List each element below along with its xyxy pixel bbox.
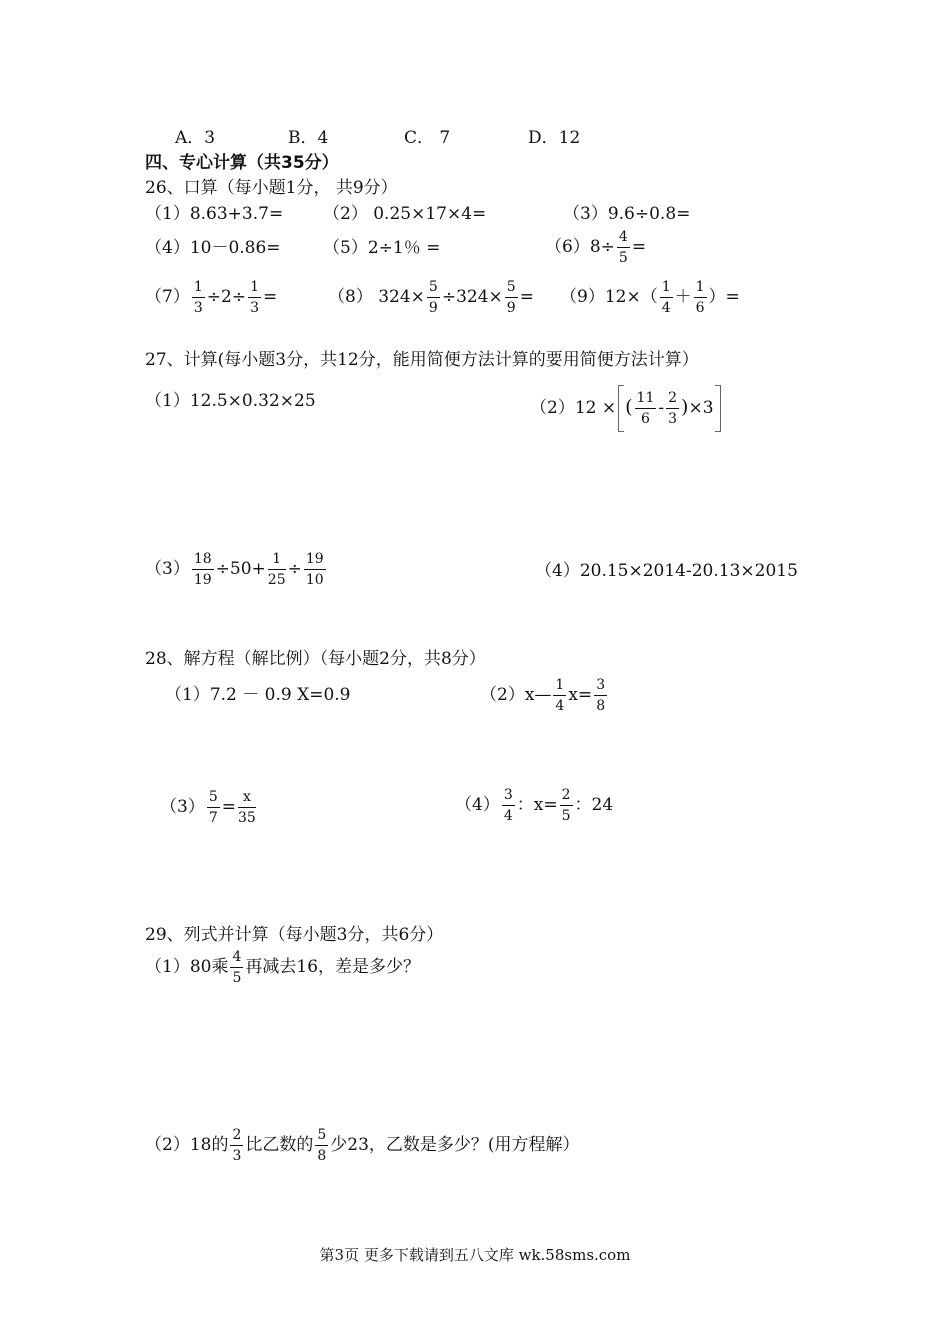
q28-title: 28、解方程（解比例）（每小题2分，共8分） (145, 649, 486, 669)
q27-item-2: （2）12 × ( $\frac{11}{6}$ - $\frac{2}{3}$ )×3 (530, 385, 723, 432)
fraction: $\frac{1}{4}$ (555, 677, 565, 714)
fraction: $\frac{3}{4}$ (503, 787, 513, 824)
fraction: $\frac{1}{4}$ (661, 279, 671, 316)
fraction: $\frac{2}{3}$ (232, 1127, 242, 1164)
q29-title: 29、列式并计算（每小题3分，共6分） (145, 925, 444, 945)
fraction: $\frac{1}{25}$ (267, 551, 286, 588)
q29-item-2: （2）18的 $\frac{2}{3}$ 比乙数的 $\frac{5}{8}$ 少23，乙数是多少？(用方程解） (145, 1127, 580, 1164)
option-c: C． 7 (404, 128, 451, 148)
q28-item-3: （3） $\frac{5}{7}$ = $\frac{x}{35}$ (160, 789, 256, 826)
fraction: $\frac{1}{3}$ (193, 279, 203, 316)
q28-item-2: （2）x— $\frac{1}{4}$ x= $\frac{3}{8}$ (480, 677, 606, 714)
q27-item-3: （3） $\frac{18}{19}$ ÷50+ $\frac{1}{25}$ ÷ $\frac{19}{10}$ (145, 551, 324, 588)
fraction: $\frac{5}{9}$ (506, 279, 516, 316)
q26-item-8: （8） 324× $\frac{5}{9}$ ÷324× $\frac{5}{9}$ = (328, 279, 534, 316)
fraction: $\frac{3}{8}$ (596, 677, 606, 714)
q27-item-4: （4）20.15×2014-20.13×2015 (535, 561, 798, 581)
fraction: $\frac{2}{3}$ (668, 390, 678, 427)
section-title: 四、专心计算（共35分） (145, 153, 339, 173)
fraction: $\frac{19}{10}$ (305, 551, 324, 588)
fraction: $\frac{5}{7}$ (208, 789, 218, 826)
option-b: B．4 (288, 128, 329, 148)
fraction: $\frac{2}{5}$ (561, 787, 571, 824)
q29-item-1: （1）80乘 $\frac{4}{5}$ 再减去16，差是多少？ (145, 949, 421, 986)
fraction: $\frac{18}{19}$ (193, 551, 212, 588)
q27-item-1: （1）12.5×0.32×25 (145, 391, 316, 411)
option-a: A．3 (175, 128, 216, 148)
fraction: $\frac{4}{5}$ (232, 949, 242, 986)
q26-item-2: （2） 0.25×17×4= (323, 204, 487, 224)
fraction: $\frac{5}{9}$ (428, 279, 438, 316)
fraction: $\frac{5}{8}$ (317, 1127, 327, 1164)
fraction: $\frac{11}{6}$ (636, 390, 655, 427)
q26-item-5: （5）2÷1％ = (323, 238, 441, 258)
page-footer: 第3页 更多下载请到五八文库 wk.58sms.com (319, 1246, 631, 1264)
q26-title: 26、口算（每小题1分， 共9分） (145, 178, 398, 198)
q26-item-7: （7） $\frac{1}{3}$ ÷2÷ $\frac{1}{3}$ = (145, 279, 278, 316)
option-d: D．12 (528, 128, 581, 148)
square-bracket: ( $\frac{11}{6}$ - $\frac{2}{3}$ )×3 (618, 385, 720, 432)
q26-item-6: （6）8÷ $\frac{4}{5}$ = (545, 229, 647, 266)
fraction: $\frac{4}{5}$ (618, 229, 628, 266)
fraction: $\frac{1}{3}$ (250, 279, 259, 316)
q26-item-9: （9）12×（ $\frac{1}{4}$ ＋ $\frac{1}{6}$ ）= (560, 279, 740, 316)
q26-item-3: （3）9.6÷0.8= (563, 204, 691, 224)
q26-item-4: （4）10－0.86= (145, 238, 281, 258)
fraction: $\frac{x}{35}$ (238, 789, 256, 826)
fraction: $\frac{1}{6}$ (695, 279, 705, 316)
q28-item-1: （1）7.2 － 0.9 X=0.9 (165, 685, 351, 705)
q28-item-4: （4） $\frac{3}{4}$ ：x= $\frac{2}{5}$ ：24 (455, 787, 614, 824)
q26-item-1: （1）8.63+3.7= (145, 204, 284, 224)
q27-title: 27、计算(每小题3分，共12分，能用简便方法计算的要用简便方法计算） (145, 350, 699, 370)
